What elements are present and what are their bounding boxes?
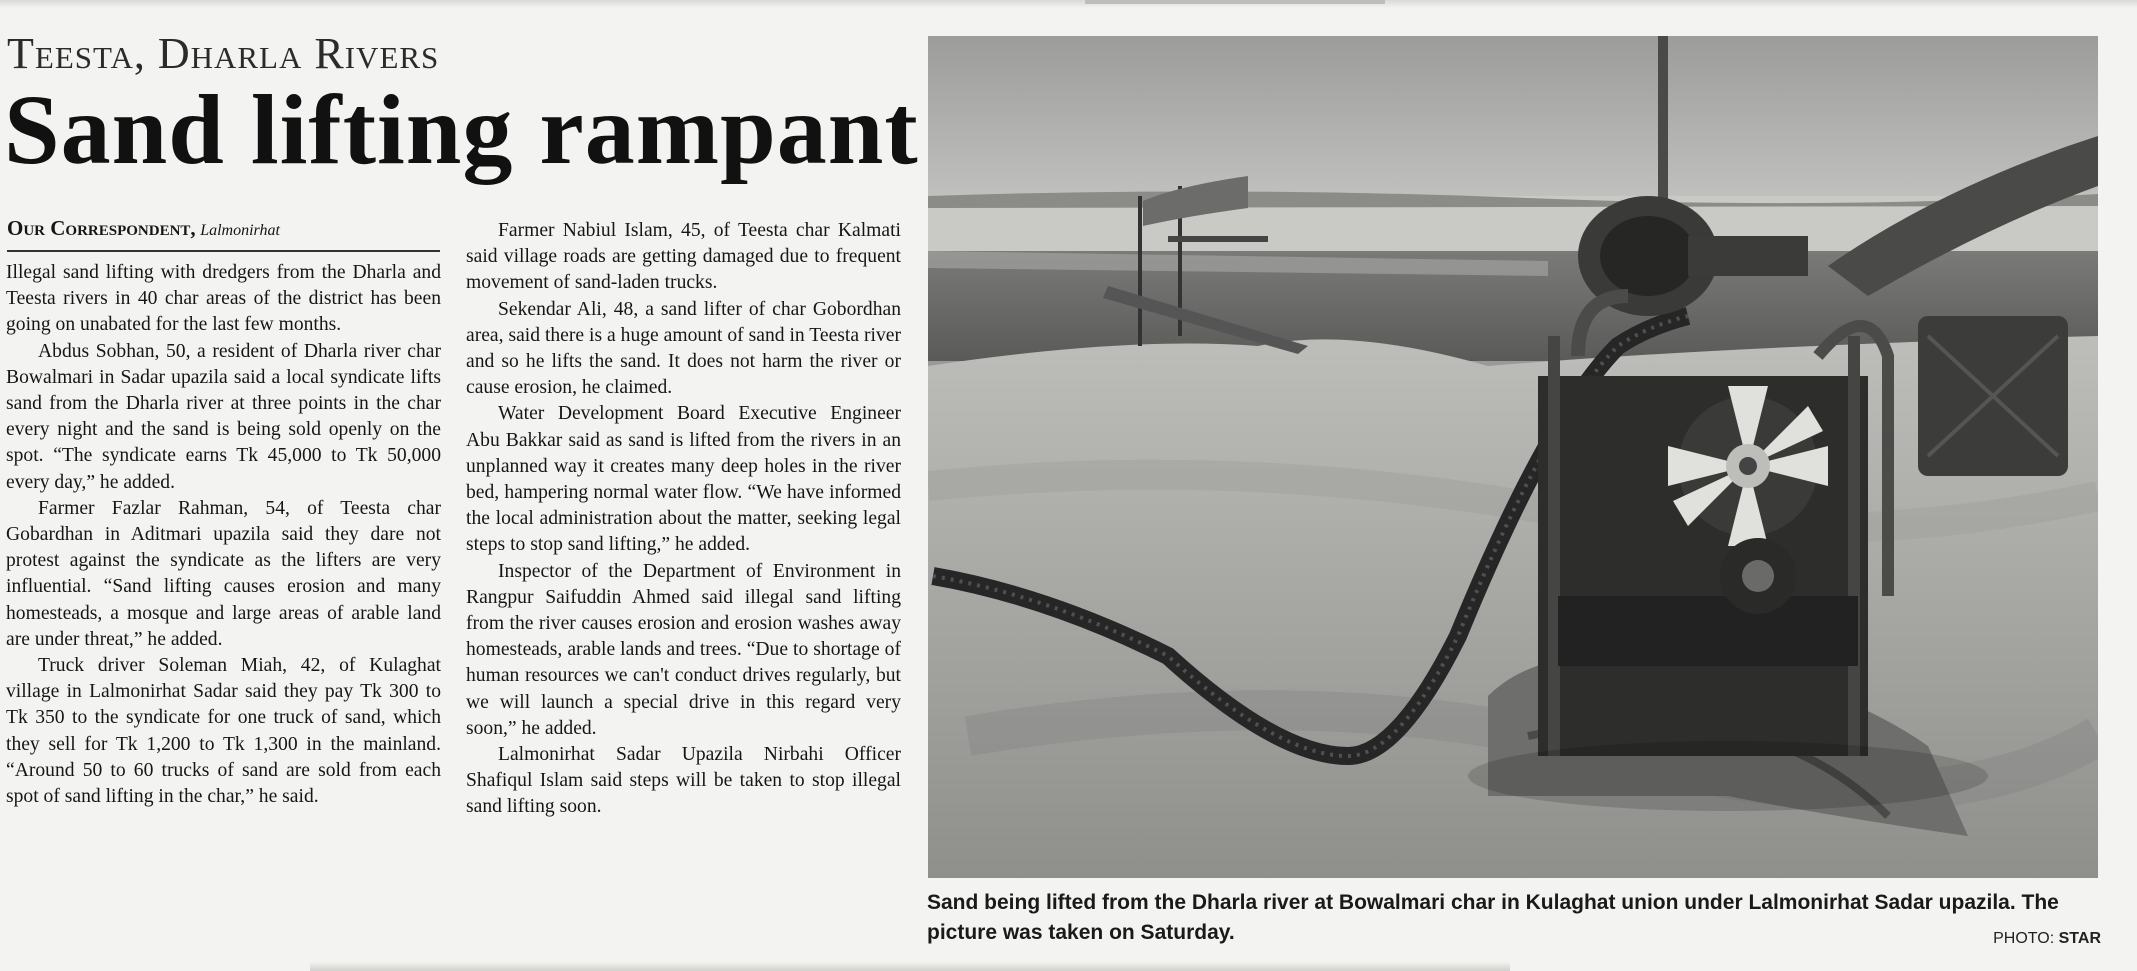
top-edge-mark — [1085, 0, 1385, 4]
article-headline: Sand lifting rampant — [4, 74, 919, 185]
photo-credit-prefix: PHOTO: — [1993, 930, 2059, 947]
paragraph: Farmer Fazlar Rahman, 54, of Teesta char Gobardhan in Aditmari upazila said they dare not protest against the syndicate as the lifters are very influential. “Sand lifting causes erosion and many homesteads, a mosque and large areas of arable land are under threat,” he added. — [6, 497, 441, 650]
paragraph: Sekendar Ali, 48, a sand lifter of char Gobordhan area, said there is a huge amount of sand in Teesta river and so he lifts the sand. It does not harm the river or cause erosion, he claimed. — [466, 298, 901, 399]
paragraph: Farmer Nabiul Islam, 45, of Teesta char Kalmati said village roads are getting damaged due to frequent movement of sand-laden trucks. — [466, 220, 901, 294]
photo-caption: Sand being lifted from the Dharla river at Bowalmari char in Kulaghat union under Lalmonirhat Sadar upazila. The picture was taken on Saturday. — [927, 891, 2059, 944]
byline — [7, 216, 280, 241]
byline-place: Lalmonirhat — [200, 222, 280, 239]
paragraph: Lalmonirhat Sadar Upazila Nirbahi Officer Shafiqul Islam said steps will be taken to stop illegal sand lifting soon. — [466, 744, 901, 818]
news-photo — [928, 36, 2098, 878]
paragraph: Illegal sand lifting with dredgers from the Dharla and Teesta rivers in 40 char areas of the district has been going on unabated for the last few months. — [6, 262, 441, 336]
photo-credit — [1993, 930, 2101, 948]
paragraph: Water Development Board Executive Engineer Abu Bakkar said as sand is lifted from the rivers in an unplanned way it creates many deep holes in the river bed, hampering normal water flow. “We have informed the local administration about the matter, seeking legal steps to stop sand lifting,” he added. — [466, 403, 901, 556]
top-edge-shadow — [0, 0, 2137, 8]
paragraph: Inspector of the Department of Environment in Rangpur Saifuddin Ahmed said illegal sand lifting from the river causes erosion and erosion washes away homesteads, arable lands and trees. “Due to shortage of human resources we can't conduct drives regularly, but we will launch a special drive in this regard very soon,” he added. — [466, 560, 901, 739]
paragraph: Truck driver Soleman Miah, 42, of Kulaghat village in Lalmonirhat Sadar said they pay Tk 300 to Tk 350 to the syndicate for one truck of sand, which they sell for Tk 1,200 to Tk 1,300 in the mainland. “Around 50 to 60 trucks of sand are sold from each spot of sand lifting in the char,” he said. — [6, 655, 441, 808]
byline-divider — [7, 250, 440, 252]
article-kicker: Teesta, Dharla Rivers — [7, 29, 440, 78]
byline-name: Our Correspondent, — [7, 216, 196, 240]
paragraph: Abdus Sobhan, 50, a resident of Dharla river char Bowalmari in Sadar upazila said a local syndicate lifts sand from the Dharla river at three points in the char every night and the sand is being sold openly on the spot. “The syndicate earns Tk 45,000 to Tk 50,000 every day,” he added. — [6, 340, 441, 493]
article-column-1 — [6, 260, 441, 810]
article-column-2 — [466, 218, 901, 821]
sand-pump-scene-illustration — [928, 36, 2098, 878]
bottom-edge-shadow — [310, 962, 1510, 971]
photo-credit-name: STAR — [2058, 930, 2101, 947]
